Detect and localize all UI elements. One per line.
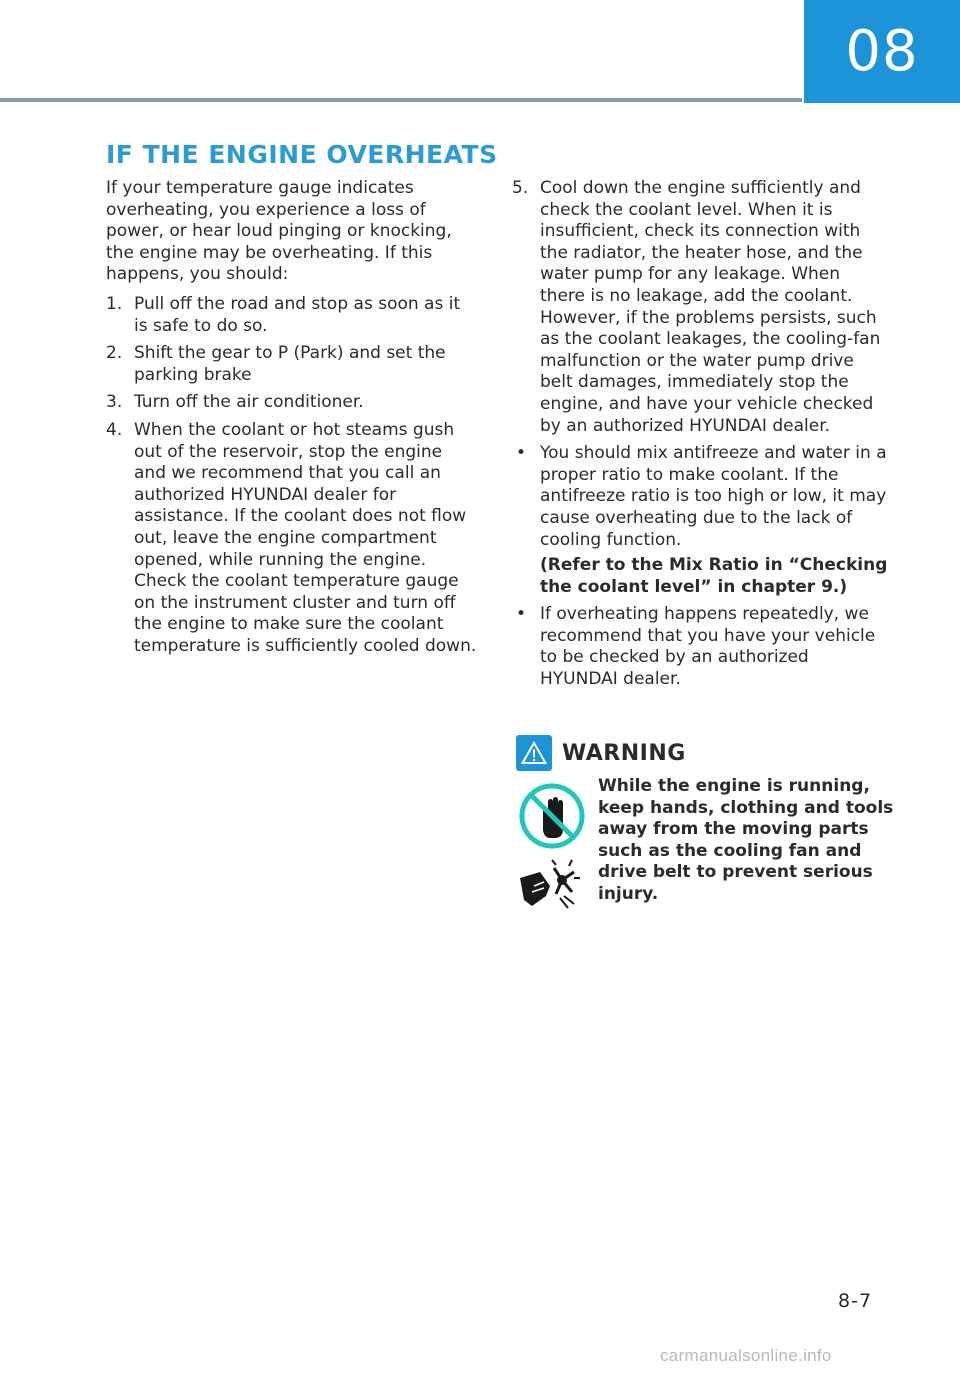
bullet-mark: • [516,604,527,625]
watermark-text: carmanualsonline.info [660,1346,832,1365]
step-text: Cool down the engine sufficiently and check the coolant level. When it is insufficient, check its connection with the radiator, the heater hose, and the water pump for any leakage. When there is no leakage, add the coolant. However, if the problems persists, such as the coolant leakages, the cooling-fan malfunction or the water pump drive belt damages, immediately stop the engine, and have your vehicle checked by an authorized HYUNDAI dealer. [540,178,881,436]
page-number: 8-7 [838,1290,873,1312]
warning-text: While the engine is running, keep hands, clothing and tools away from the moving parts such as the cooling fan and drive belt to prevent serious injury. [598,776,894,904]
warning-header [516,734,686,772]
header-rule [0,98,802,102]
bullet-item-repeated-overheating [512,604,890,690]
warning-triangle-icon [516,735,552,771]
step-text: Pull off the road and stop as soon as it is safe to do so. [134,293,461,336]
step-4 [106,420,478,658]
bullet-text: You should mix antifreeze and water in a proper ratio to make coolant. If the antifreeze ratio is too high or low, it may cause overheating due to the lack of cooling function. [540,443,887,550]
bullet-text: If overheating happens repeatedly, we recommend that you have your vehicle to be checked by an authorized HYUNDAI dealer. [540,604,876,690]
bullet-item-antifreeze [512,443,890,598]
step-number: 2. [106,343,123,364]
step-1 [106,294,478,337]
left-column [106,178,478,663]
right-column [512,178,890,697]
bullet-reference-note: (Refer to the Mix Ratio in “Checking the coolant level” in chapter 9.) [540,555,888,597]
step-text: Shift the gear to P (Park) and set the parking brake [134,343,446,385]
step-number: 3. [106,392,123,413]
intro-paragraph: If your temperature gauge indicates overheating, you experience a loss of power, or hear loud pinging or knocking, the engine may be overheating. If this happens, you should: [106,178,452,285]
bullet-mark: • [516,443,527,464]
step-number: 4. [106,419,123,440]
step-5 [512,178,890,437]
step-2 [106,343,478,386]
step-3 [106,392,478,414]
warning-pictograms [516,782,588,930]
fan-hand-hazard-icon [520,860,580,908]
chapter-number: 08 [845,19,919,84]
step-number: 5. [512,178,529,198]
no-hand-icon [522,786,582,846]
section-title: IF THE ENGINE OVERHEATS [106,140,498,169]
chapter-tab [804,0,960,103]
warning-label: WARNING [562,740,686,766]
step-text: Turn off the air conditioner. [134,392,364,413]
step-text: When the coolant or hot steams gush out of the reservoir, stop the engine and we recommend that you call an authorized HYUNDAI dealer for assistance. If the coolant does not flow out, leave the engine compartment opened, while running the engine. Check the coolant temperature gauge on the instrument cluster and turn off the engine to make sure the coolant temperature is sufficiently cooled down. [134,419,477,656]
step-number: 1. [106,293,123,314]
